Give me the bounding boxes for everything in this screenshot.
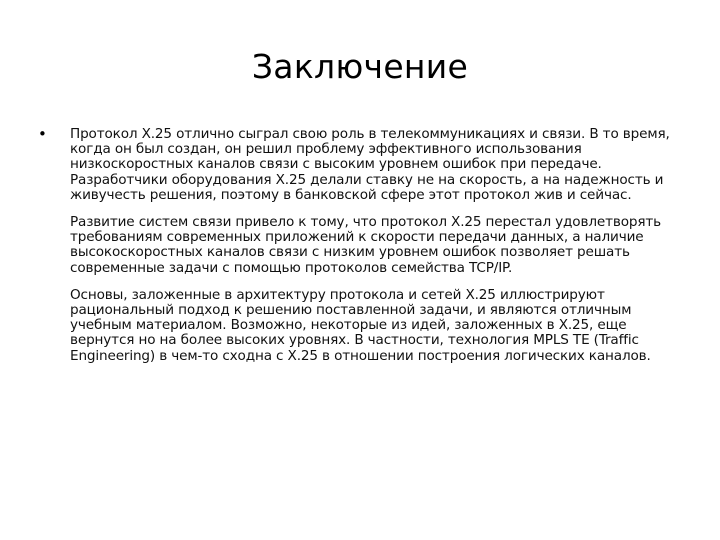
slide-title: Заключение [251, 47, 469, 86]
bullet-marker: • [38, 125, 47, 143]
bullet-item [38, 127, 688, 376]
paragraph-1: Протокол Х.25 отлично сыграл свою роль в телекоммуникациях и связи. В то время, когда он был создан, он решил проблему эффективного использования низкоскоростных каналов связи с высоким уровнем ошибок при передаче. Разработчики оборудования Х.25 делали ставку не на скорость, а на надежность и живучесть решения, поэтому в банковской сфере этот протокол жив и сейчас. [70, 126, 670, 203]
paragraph-2: Развитие систем связи привело к тому, что протокол Х.25 перестал удовлетворять требованиям современных приложений к скорости передачи данных, а наличие высокоскоростных каналов связи с низким уровнем ошибок позволяет решать современные задачи с помощью протоколов семейства TCP/IP. [70, 214, 662, 276]
paragraph-3: Основы, заложенные в архитектуру протокола и сетей Х.25 иллюстрируют рациональный подход к решению поставленной задачи, и являются отличным учебным материалом. Возможно, некоторые из идей, заложенных в Х.25, еще вернутся но на более высоких уровнях. В частности, технология MPLS TE (Traffic Engineering) в чем-то сходна с Х.25 в отношении построения логических каналов. [70, 286, 651, 364]
slide-content [38, 127, 688, 376]
bullet-text-block [70, 127, 684, 376]
